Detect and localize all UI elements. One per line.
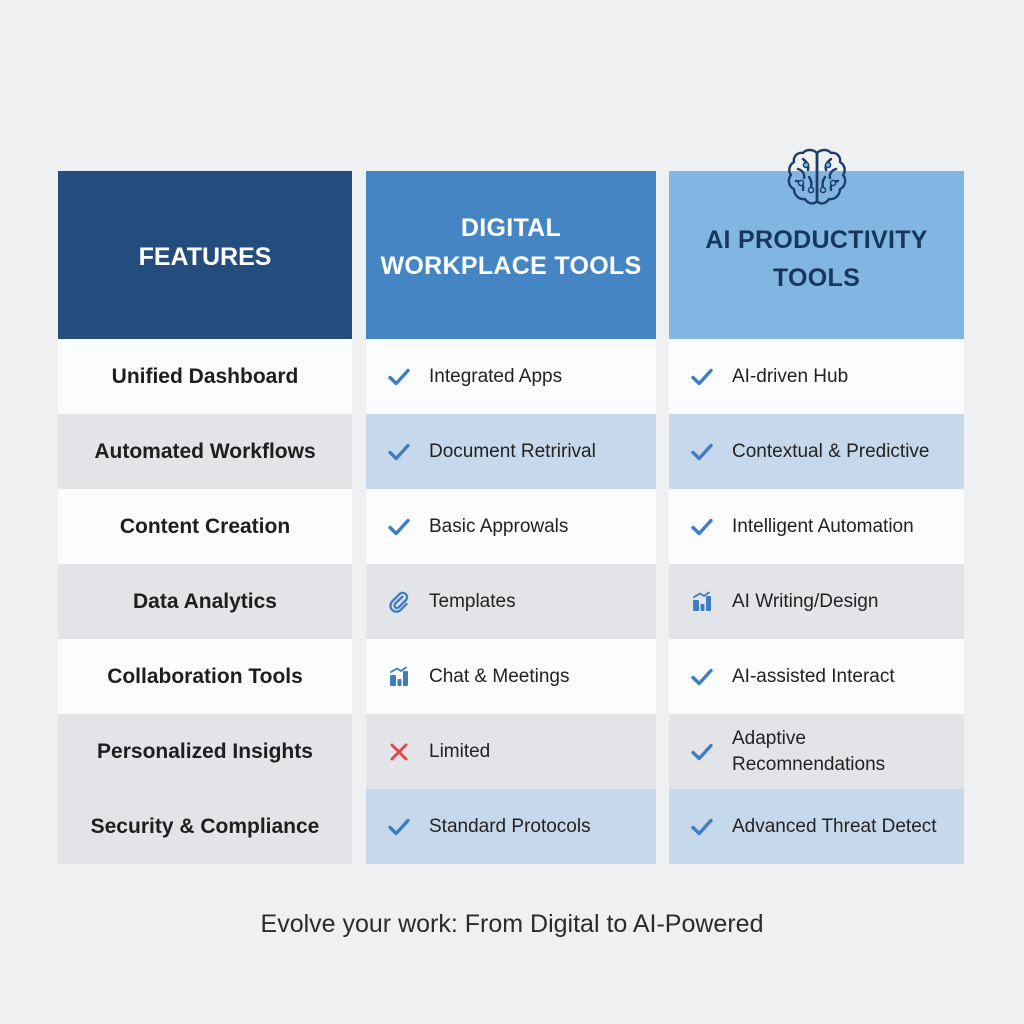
digital-value: Chat & Meetings: [429, 665, 570, 687]
ai-value: AI Writing/Design: [732, 590, 879, 612]
tagline: Evolve your work: From Digital to AI-Powered: [260, 910, 764, 938]
feature-cell: [58, 414, 352, 489]
digital-value: Basic Approwals: [429, 515, 569, 537]
feature-label: Personalized Insights: [97, 739, 313, 763]
ai-value: Adaptive Recomnendations: [732, 727, 886, 775]
digital-tools-header-label: DIGITAL WORKPLACE TOOLS: [380, 214, 642, 280]
check-icon: [689, 664, 715, 690]
check-icon: [689, 739, 715, 765]
cross-icon: [386, 739, 412, 765]
digital-cell: [366, 789, 656, 864]
paperclip-icon: [386, 589, 412, 615]
feature-cell: [58, 714, 352, 789]
ai-tools-column: [669, 171, 964, 865]
digital-tools-column: [366, 171, 656, 865]
digital-cell: [366, 639, 656, 714]
ai-cell: [669, 414, 964, 489]
ai-cell: [669, 639, 964, 714]
feature-cell: [58, 339, 352, 414]
check-icon: [386, 439, 412, 465]
digital-value: Integrated Apps: [429, 365, 563, 387]
ai-cell: [669, 714, 964, 789]
ai-value: Intelligent Automation: [732, 515, 914, 537]
brain-icon: [782, 143, 852, 213]
check-icon: [386, 814, 412, 840]
chart-icon: [689, 589, 715, 615]
check-icon: [689, 514, 715, 540]
feature-cell: [58, 789, 352, 864]
digital-value: Document Retririval: [429, 440, 596, 462]
digital-value: Standard Protocols: [429, 815, 591, 837]
digital-cell: [366, 564, 656, 639]
check-icon: [689, 814, 715, 840]
feature-cell: [58, 564, 352, 639]
check-icon: [386, 514, 412, 540]
feature-cell: [58, 489, 352, 564]
check-icon: [689, 439, 715, 465]
feature-cell: [58, 639, 352, 714]
feature-label: Content Creation: [119, 514, 291, 538]
feature-label: Unified Dashboard: [111, 364, 299, 388]
chart-icon: [386, 664, 412, 690]
ai-value: Advanced Threat Detect: [732, 815, 937, 837]
digital-value: Templates: [429, 590, 516, 612]
features-header-label: FEATURES: [138, 242, 272, 271]
digital-cell: [366, 339, 656, 414]
check-icon: [386, 364, 412, 390]
digital-cell: [366, 414, 656, 489]
ai-value: AI-assisted Interact: [732, 665, 895, 687]
ai-value: AI-driven Hub: [732, 365, 849, 387]
features-column: [58, 171, 352, 865]
digital-tools-header: [366, 171, 656, 339]
check-icon: [689, 364, 715, 390]
digital-value: Limited: [429, 740, 491, 762]
ai-value: Contextual & Predictive: [732, 440, 930, 462]
ai-cell: [669, 489, 964, 564]
ai-cell: [669, 339, 964, 414]
features-header: [58, 171, 352, 339]
feature-label: Collaboration Tools: [107, 664, 303, 688]
feature-label: Data Analytics: [133, 589, 277, 613]
ai-tools-header-label: AI PRODUCTIVITY TOOLS: [705, 226, 928, 292]
ai-cell: [669, 789, 964, 864]
feature-label: Automated Workflows: [94, 439, 316, 463]
digital-cell: [366, 489, 656, 564]
ai-cell: [669, 564, 964, 639]
digital-cell: [366, 714, 656, 789]
feature-label: Security & Compliance: [90, 814, 320, 838]
